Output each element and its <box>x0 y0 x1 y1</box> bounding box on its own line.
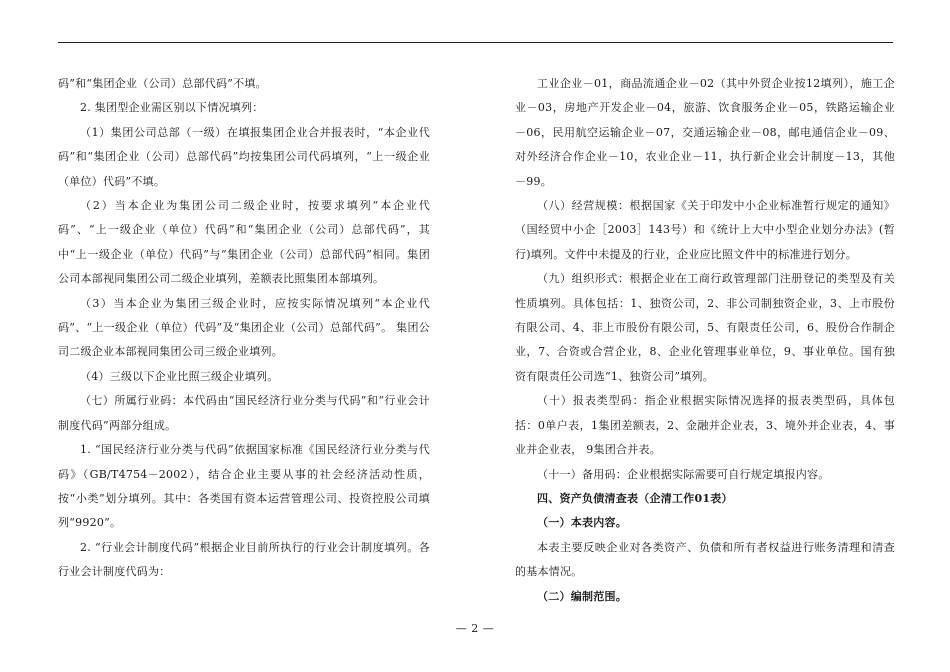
paragraph: 1. “国民经济行业分类与代码”依据国家标准《国民经济行业分类与代码》（GB/T4754－2002），结合企业主要从事的社会经济活动性质，按“小类”划分填列。其中：各类国有资本运营管理公司、投资控股公司填列“9920”。 <box>58 443 430 530</box>
subsection-heading: （二）编制范围。 <box>537 589 627 603</box>
subsection-heading: （一）本表内容。 <box>537 516 627 530</box>
paragraph: （十一）备用码：企业根据实际需要可自行规定填报内容。 <box>537 467 830 481</box>
left-column <box>58 72 430 585</box>
paragraph: 码”和“集团企业（公司）总部代码”不填。 <box>58 77 267 90</box>
paragraph: （2）当本企业为集团公司二级企业时，按要求填列“本企业代码”、“上一级企业（单位）代码”和“集团企业（公司）总部代码”，其中“上一级企业（单位）代码”与“集团企业（公司）总部代码”相同。集团公司本部视同集团公司二级企业填列，差额表比照集团本部填列。 <box>58 199 430 286</box>
paragraph: （八）经营规模：根据国家《关于印发中小企业标准暂行规定的通知》（国经贸中小企［2003］143号）和《统计上大中小型企业划分办法》(暂行)填列。文件中未提及的行业，企业应比照文件中的标准进行划分。 <box>515 199 895 261</box>
paragraph: （1）集团公司总部（一级）在填报集团企业合并报表时，“本企业代码”和“集团企业（公司）总部代码”均按集团公司代码填列，“上一级企业（单位）代码”不填。 <box>58 125 430 188</box>
paragraph: （4）三级以下企业比照三级企业填列。 <box>80 369 279 383</box>
paragraph: （3）当本企业为集团三级企业时，应按实际情况填列“本企业代码”、“上一级企业（单位）代码”及“集团企业（公司）总部代码”。 集团公司二级企业本部视同集团公司三级企业填列。 <box>58 296 430 359</box>
paragraph: 工业企业－01，商品流通企业－02（其中外贸企业按12填列），施工企业－03，房地产开发企业－04，旅游、饮食服务企业－05，铁路运输企业－06，民用航空运输企业－07，交通运输企业－08，邮电通信企业－09、对外经济合作企业－10，农业企业－11，执行新企业会计制度－13，其他－99。 <box>515 77 895 188</box>
right-column <box>515 72 895 609</box>
header-rule <box>58 42 893 43</box>
paragraph: 2. 集团型企业需区别以下情况填列： <box>80 101 264 115</box>
section-heading: 四、资产负债清查表（企清工作01表） <box>537 491 733 505</box>
paragraph: （十）报表类型码：指企业根据实际情况选择的报表类型码，具体包括：0单户表，1集团差额表，2、金融并企业表，3、境外并企业表，4、事业并企业表， 9集团合并表。 <box>515 394 895 457</box>
paragraph: （九）组织形式：根据企业在工商行政管理部门注册登记的类型及有关性质填列。具体包括：1、独资公司，2、非公司制独资企业，3、上市股份有限公司、4、非上市股份有限公司，5、有限责任公司，6、股份合作制企业，7、合资或合营企业，8、企业化管理事业单位，9、事业单位。国有独资有限责任公司选“1、独资公司”填列。 <box>515 272 895 383</box>
paragraph: （七）所属行业码：本代码由“国民经济行业分类与代码”和“行业会计制度代码”两部分组成。 <box>58 394 430 432</box>
paragraph: 2. “行业会计制度代码”根据企业目前所执行的行业会计制度填列。各行业会计制度代码为： <box>58 540 430 579</box>
page-number: — 2 — <box>455 622 495 635</box>
paragraph: 本表主要反映企业对各类资产、负债和所有者权益进行账务清理和清查的基本情况。 <box>515 540 895 579</box>
